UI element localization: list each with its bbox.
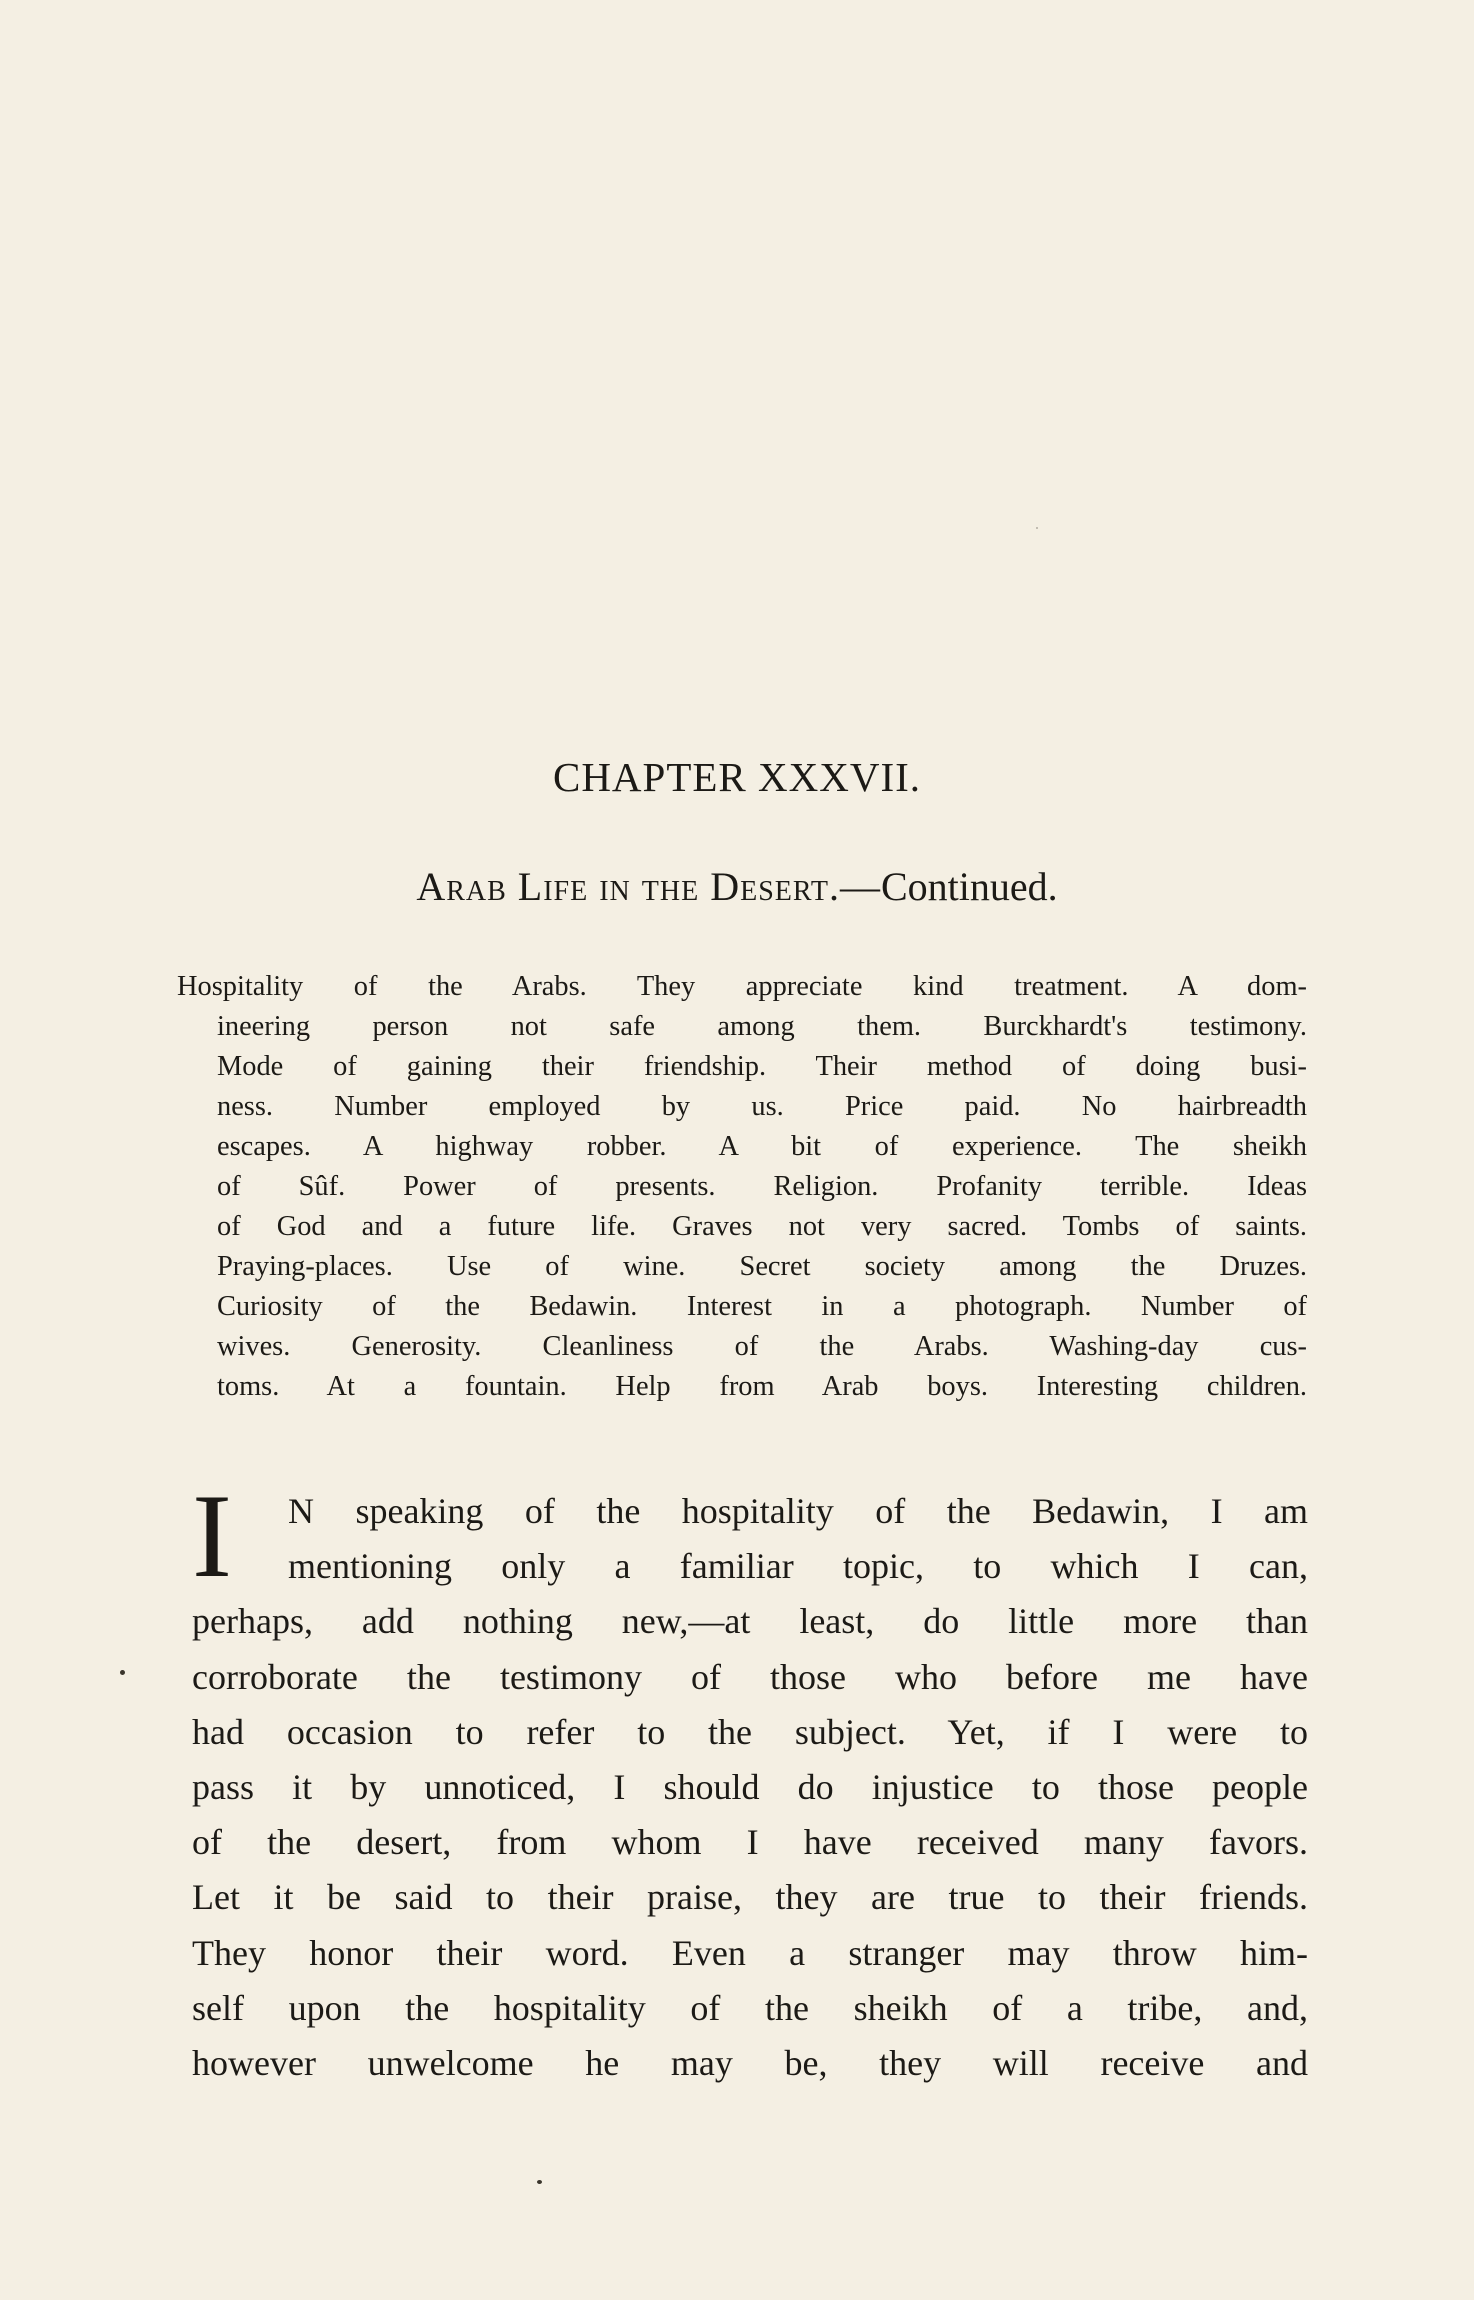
chapter-subtitle-continued: Continued. [880, 864, 1058, 909]
synopsis-line: wives. Generosity. Cleanliness of the Arabs. Washing-day cus- [217, 1331, 1307, 1362]
synopsis-line: of God and a future life. Graves not very sacred. Tombs of saints. [217, 1211, 1307, 1242]
body-paragraph [192, 1484, 1308, 2091]
page-speck [120, 1670, 125, 1675]
body-line: self upon the hospitality of the sheikh of a tribe, and, [192, 1987, 1308, 2028]
body-line: of the desert, from whom I have received many favors. [192, 1822, 1308, 1863]
body-line: N speaking of the hospitality of the Bedawin, I am [288, 1491, 1308, 1531]
body-line: They honor their word. Even a stranger may throw him- [192, 1932, 1308, 1973]
synopsis-line: Curiosity of the Bedawin. Interest in a photograph. Number of [217, 1291, 1307, 1322]
page-speck [1036, 527, 1038, 529]
chapter-title: CHAPTER XXXVII. [552, 754, 922, 800]
synopsis-line: of Sûf. Power of presents. Religion. Profanity terrible. Ideas [217, 1171, 1307, 1202]
synopsis-line: escapes. A highway robber. A bit of experience. The sheikh [217, 1131, 1307, 1162]
body-line: however unwelcome he may be, they will receive and [192, 2043, 1308, 2084]
synopsis-line: Praying-places. Use of wine. Secret society among the Druzes. [217, 1251, 1307, 1282]
body-line: pass it by unnoticed, I should do injustice to those people [192, 1767, 1308, 1808]
body-line: Let it be said to their praise, they are true to their friends. [192, 1877, 1308, 1918]
body-line: mentioning only a familiar topic, to which I can, [288, 1546, 1308, 1587]
synopsis-line: Hospitality of the Arabs. They appreciate kind treatment. A dom- [177, 971, 1307, 1002]
synopsis-line: Mode of gaining their friendship. Their method of doing busi- [217, 1051, 1307, 1082]
page-speck [537, 2180, 542, 2184]
body-line: corroborate the testimony of those who before me have [192, 1656, 1308, 1697]
chapter-synopsis [177, 967, 1307, 1407]
drop-cap: I [192, 1469, 232, 1602]
chapter-subtitle-main: Arab Life in the Desert.— [416, 864, 881, 909]
body-line: perhaps, add nothing new,—at least, do little more than [192, 1601, 1308, 1642]
synopsis-line: ness. Number employed by us. Price paid. No hairbreadth [217, 1091, 1307, 1122]
chapter-subtitle [0, 862, 1474, 912]
body-line: had occasion to refer to the subject. Yet, if I were to [192, 1711, 1308, 1752]
synopsis-line: ineering person not safe among them. Burckhardt's testimony. [217, 1011, 1307, 1042]
synopsis-line: toms. At a fountain. Help from Arab boys. Interesting children. [217, 1371, 1307, 1402]
